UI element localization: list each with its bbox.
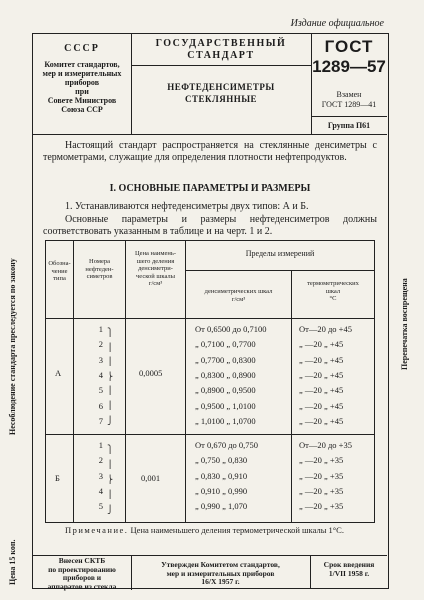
density-range-cell: От 0,6500 до 0,7100 <box>195 324 267 334</box>
effective-date: Срок введения 1/VII 1958 г. <box>323 560 375 578</box>
type-a-label: А <box>55 368 62 378</box>
legal-notice: Несоблюдение стандарта преследуется по закону <box>8 258 17 435</box>
row-number: 6 <box>98 400 103 411</box>
type-a-division: 0,0005 <box>139 368 163 378</box>
edition-label: Издание официальное <box>290 18 384 29</box>
document-title: НЕФТЕДЕНСИМЕТРЫ СТЕКЛЯННЫЕ <box>167 82 275 104</box>
paragraph-2: Основные параметры и размеры нефтеденсиметров должны соответствовать указанным в таблице и на черт. 1 и 2. <box>43 214 377 237</box>
paragraph-1: 1. Устанавливаются нефтеденсиметры двух типов: А и Б. <box>65 201 309 212</box>
document-frame <box>32 33 389 589</box>
row-number: 2 <box>98 339 103 350</box>
gost-label: ГОСТ <box>324 37 374 56</box>
row-number: 5 <box>98 385 103 396</box>
col-limits-header: Пределы измерений <box>245 249 315 258</box>
row-number: 5 <box>98 501 103 512</box>
density-range-cell: „ 0,7100 „ 0,7700 <box>195 339 256 350</box>
row-number: 4 <box>98 369 103 380</box>
group-label: Группа П61 <box>311 116 387 134</box>
type-b-label: Б <box>55 473 60 483</box>
temperature-range-cell: „ —20 „ +35 <box>299 501 344 512</box>
temperature-range-cell: „ —20 „ +45 <box>299 369 344 380</box>
density-range-cell: „ 0,8900 „ 0,9500 <box>195 385 256 396</box>
type-b-division: 0,001 <box>141 473 161 483</box>
row-number: 1 <box>98 324 103 334</box>
issuer-cell <box>33 34 132 134</box>
footer-block <box>33 555 387 589</box>
col-density-header: денсиметрических шкал г/см³ <box>204 288 273 303</box>
parameters-table <box>45 240 375 523</box>
col-temp-header: термометрических шкал °С <box>307 280 359 302</box>
replaces-info: Взамен ГОСТ 1289—41 <box>321 90 377 109</box>
gost-number: 1289—57 <box>312 57 386 76</box>
density-range-cell: „ 0,750 „ 0,830 <box>195 455 248 466</box>
col-division-header: Цена наимень- шего деления денсиметри- ческой шкалы г/см³ <box>134 250 176 287</box>
temperature-range-cell: „ —20 „ +35 <box>299 455 344 466</box>
standard-type: ГОСУДАРСТВЕННЫЙ СТАНДАРТ <box>155 38 287 61</box>
density-range-cell: „ 1,0100 „ 1,0700 <box>195 415 256 426</box>
row-number: 1 <box>98 440 103 450</box>
temperature-range-cell: „ —20 „ +45 <box>299 415 344 426</box>
left-margin <box>8 0 26 600</box>
row-number: 4 <box>98 485 103 496</box>
reprint-notice: Перепечатка воспрещена <box>400 278 409 370</box>
gost-cell <box>311 34 387 134</box>
density-range-cell: „ 0,8300 „ 0,8900 <box>195 369 256 380</box>
temperature-range-cell: „ —20 „ +45 <box>299 354 344 365</box>
brace-a: ⎫ ⎪ ⎪ ⎬ ⎪ ⎪ ⎭ <box>107 328 113 425</box>
table-note: Примечание. Цена наименьшего деления термометрической шкалы 1°С. <box>65 525 344 535</box>
brace-b: ⎫ ⎪ ⎬ ⎪ ⎭ <box>107 445 113 514</box>
row-number: 7 <box>98 415 103 426</box>
row-number: 3 <box>98 470 103 481</box>
col-type-header: Обозна- чение типа <box>48 260 71 282</box>
temperature-range-cell: „ —20 „ +45 <box>299 400 344 411</box>
temperature-range-cell: „ —20 „ +35 <box>299 485 344 496</box>
density-range-cell: От 0,670 до 0,750 <box>195 440 259 450</box>
committee-name: Комитет стандартов, мер и измерительных приборов при Совете Министров Союза ССР <box>42 60 122 114</box>
temperature-range-cell: От—20 до +45 <box>299 324 352 334</box>
country-label: СССР <box>64 43 100 54</box>
price-label: Цена 15 коп. <box>8 539 17 585</box>
density-range-cell: „ 0,910 „ 0,990 <box>195 485 248 496</box>
temperature-range-cell: „ —20 „ +35 <box>299 470 344 481</box>
temperature-range-cell: „ —20 „ +45 <box>299 339 344 350</box>
header-block <box>33 34 387 135</box>
temperature-range-cell: От—20 до +35 <box>299 440 352 450</box>
title-cell <box>131 34 312 134</box>
right-margin <box>400 0 418 600</box>
density-range-cell: „ 0,830 „ 0,910 <box>195 470 248 481</box>
density-range-cell: „ 0,9500 „ 1,0100 <box>195 400 256 411</box>
introduced-by: Внесен СКТБ по проектированию приборов и аппаратов из стекла <box>33 556 132 590</box>
density-range-cell: „ 0,7700 „ 0,8300 <box>195 354 256 365</box>
approved-by: Утвержден Комитетом стандартов, мер и измерительных приборов 16/X 1957 г. <box>131 556 311 589</box>
section-heading: I. ОСНОВНЫЕ ПАРАМЕТРЫ И РАЗМЕРЫ <box>109 183 311 194</box>
temperature-range-cell: „ —20 „ +45 <box>299 385 344 396</box>
row-number: 2 <box>98 455 103 466</box>
density-range-cell: „ 0,990 „ 1,070 <box>195 501 248 512</box>
row-number: 3 <box>98 354 103 365</box>
intro-paragraph: Настоящий стандарт распространяется на стеклянные денсиметры с термометрами, служащие для определения плотности нефтепродуктов. <box>43 140 377 163</box>
col-number-header: Номера нефтеден- симетров <box>85 258 114 280</box>
